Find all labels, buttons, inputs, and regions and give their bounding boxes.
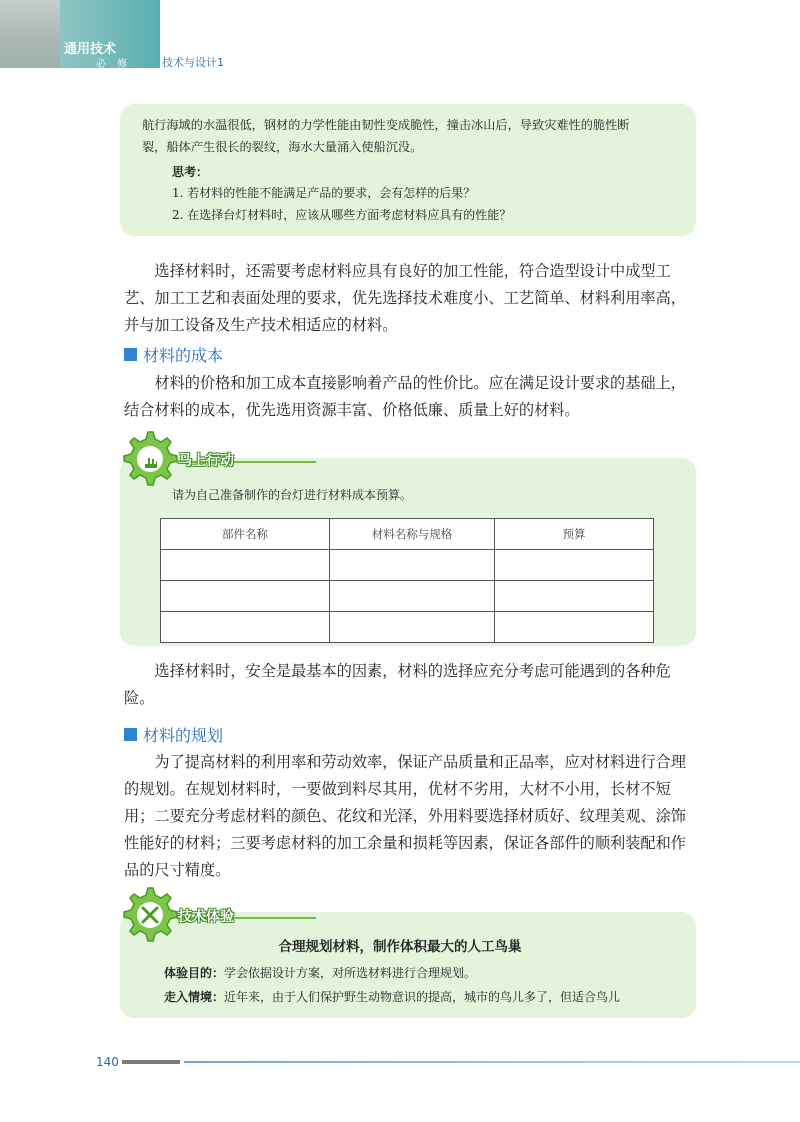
- series-title: 通用技术: [64, 42, 117, 57]
- table-row: [161, 550, 654, 581]
- footer-blue-line: [184, 1061, 800, 1063]
- table-header-row: [161, 519, 654, 550]
- series-subtitle: 必 修: [96, 59, 132, 70]
- think-question-2: 2. 在选择台灯材料时，应该从哪些方面考虑材料应具有的性能？: [172, 208, 512, 222]
- section-heading-cost: 材料的成本: [124, 343, 223, 365]
- paragraph-processing: 选择材料时，还需要考虑材料应具有良好的加工性能，符合造型设计中成型工艺、加工工艺和表面处理的要求，优先选择技术难度小、工艺简单、材料利用率高，并与加工设备及生产技术相适应的材料。: [124, 262, 686, 334]
- gear-hand-icon: [118, 428, 178, 488]
- table-row: [161, 612, 654, 643]
- experience-badge-label: 技术体验: [178, 909, 234, 925]
- footer-gray-bar: [122, 1060, 180, 1064]
- action-prompt: 请为自己准备制作的台灯进行材料成本预算。: [172, 488, 413, 502]
- paragraph-cost: 材料的价格和加工成本直接影响着产品的性价比。应在满足设计要求的基础上，结合材料的成本，优先选用资源丰富、价格低廉、质量上好的材料。: [124, 374, 686, 419]
- case-text: 航行海域的水温很低，钢材的力学性能由韧性变成脆性，撞击冰山后，导致灾难性的脆性断 裂，船体产生很长的裂纹，海水大量涌入使船沉没。: [142, 118, 630, 154]
- paragraph-plan: 为了提高材料的利用率和劳动效率，保证产品质量和正品率，应对材料进行合理的规划。在规划材料时，一要做到料尽其用，优材不劣用，大材不小用，长材不短用；二要充分考虑材料的颜色、花纹和光泽，外用料要选择材质好、纹理美观、涂饰性能好的材料；三要考虑材料的加工余量和损耗等因素，保证各部件的顺利装配和作品的尺寸精度。: [124, 753, 686, 879]
- budget-table: [160, 518, 654, 643]
- table-header-part: 部件名称: [161, 519, 330, 550]
- header-banner: [0, 0, 160, 68]
- page-number: 140: [96, 1055, 119, 1069]
- paragraph-safety: 选择材料时，安全是最基本的因素，材料的选择应充分考虑可能遇到的各种危险。: [124, 662, 671, 707]
- table-header-budget: 预算: [495, 519, 654, 550]
- action-badge-label: 马上行动: [178, 453, 234, 469]
- think-question-1: 1. 若材料的性能不能满足产品的要求，会有怎样的后果？: [172, 186, 476, 200]
- section-square-icon: [124, 728, 137, 741]
- case-box: [120, 104, 696, 236]
- section-square-icon: [124, 348, 137, 361]
- think-title: 思考：: [172, 165, 209, 179]
- table-header-material: 材料名称与规格: [330, 519, 495, 550]
- experience-purpose: 体验目的：学会依据设计方案，对所选材料进行合理规划。: [164, 966, 477, 980]
- book-title: 技术与设计1: [162, 56, 224, 69]
- table-row: [161, 581, 654, 612]
- experience-title: 合理规划材料，制作体积最大的人工鸟巢: [278, 939, 522, 955]
- experience-situation: 走入情境：近年来，由于人们保护野生动物意识的提高，城市的鸟儿多了，但适合鸟儿: [164, 990, 621, 1004]
- section-heading-plan: 材料的规划: [124, 723, 223, 745]
